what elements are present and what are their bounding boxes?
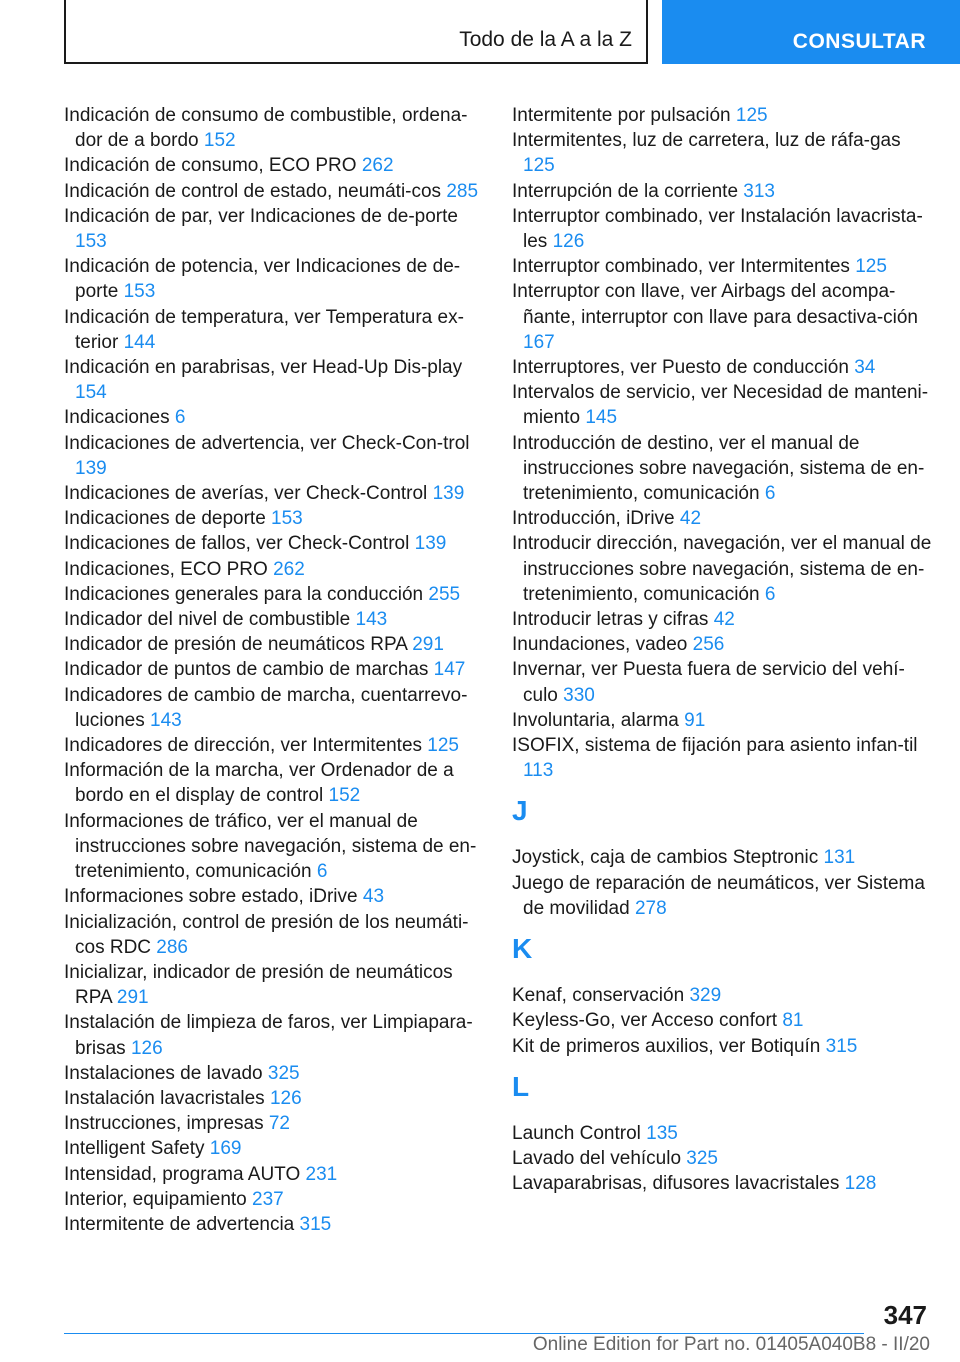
page-link[interactable]: 131 [823,847,856,869]
index-entry [64,506,484,531]
index-entry [512,632,932,657]
entry-text: Indicación de par, ver Indicaciones de de‐porte [64,205,458,227]
entry-text: Introducir letras y cifras [512,609,709,631]
page-link[interactable]: 6 [174,407,186,429]
index-entry [512,531,932,607]
page-link[interactable]: 315 [825,1035,858,1057]
entry-text: Kit de primeros auxilios, ver Botiquín [512,1035,821,1057]
entry-text: Intervalos de servicio, ver Necesidad de manteni‐miento [512,382,929,429]
entry-text: Indicación de consumo, ECO PRO [64,155,357,177]
index-entry [512,279,932,355]
page-link[interactable]: 139 [432,483,465,505]
page-link[interactable]: 139 [75,457,107,479]
index-entry [64,884,484,909]
page-link[interactable]: 286 [156,936,188,958]
index-entry [512,380,932,430]
index-entry [64,657,484,682]
entry-text: Inicializar, indicador de presión de neumáticos RPA [64,961,453,1009]
index-entry [512,506,932,531]
entry-text: Indicaciones de fallos, ver Check-Control [64,533,410,555]
page-link[interactable]: 125 [855,256,887,278]
index-entry [512,1034,932,1059]
page-link[interactable]: 231 [305,1163,338,1185]
entry-text: Indicación de control de estado, neumáti‐cos [64,180,442,202]
index-entry [64,809,484,885]
entry-text: Joystick, caja de cambios Steptronic [512,847,819,869]
entry-text: Indicador del nivel de combustible [64,609,351,631]
entry-text: Introducción de destino, ver el manual de instrucciones sobre navegación, sistema de en‐tretenimiento, comunicación [512,432,925,505]
entry-text: ISOFIX, sistema de fijación para asiento infan‐til [512,735,918,757]
page-link[interactable]: 139 [414,533,447,555]
entry-text: Intermitentes, luz de carretera, luz de ráfa‐gas [512,130,901,152]
entry-text: Inundaciones, vadeo [512,634,688,656]
page-link[interactable]: 169 [209,1138,242,1160]
entry-text: Introducción, iDrive [512,508,675,530]
page-link[interactable]: 42 [713,609,735,631]
index-column-right [512,103,932,1196]
index-entry [512,657,932,707]
index-column-left [64,103,484,1237]
index-entry [64,355,484,405]
index-entry [64,1086,484,1111]
page-link[interactable]: 291 [116,987,149,1009]
page-link[interactable]: 144 [123,331,156,353]
page-link[interactable]: 6 [316,861,328,883]
index-entry [512,607,932,632]
page-link[interactable]: 285 [446,180,479,202]
entry-text: Indicaciones generales para la conducción [64,583,424,605]
index-entry [64,1162,484,1187]
page-link[interactable]: 147 [433,659,466,681]
index-entry [512,983,932,1008]
page-link[interactable]: 143 [150,709,182,731]
page-link[interactable]: 313 [743,180,775,202]
index-entry [512,254,932,279]
entry-text: Instrucciones, impresas [64,1113,264,1135]
entry-text: Indicación de temperatura, ver Temperatura ex‐terior [64,306,464,353]
entry-text: Interruptor combinado, ver Instalación lavacrista‐les [512,205,923,253]
page-link[interactable]: 91 [684,709,706,731]
entry-text: Instalaciones de lavado [64,1062,263,1084]
page-link[interactable]: 291 [412,634,444,656]
entry-text: Indicaciones de deporte [64,508,266,530]
index-entry [512,204,932,254]
entry-text: Interruptores, ver Puesto de conducción [512,357,849,379]
index-entry [64,531,484,556]
page-link[interactable]: 143 [355,609,388,631]
page-link[interactable]: 125 [523,155,555,177]
entry-text: Información de la marcha, ver Ordenador de a bordo en el display de control [64,760,454,807]
entry-text: Informaciones de tráfico, ver el manual de instrucciones sobre navegación, sistema de en‐tretenimiento, comunicación [64,810,477,883]
page-link[interactable]: 152 [328,785,361,807]
consult-tab-label: CONSULTAR [792,30,926,53]
page-link[interactable]: 42 [679,508,702,530]
index-entry [64,204,484,254]
page-link[interactable]: 6 [764,583,776,605]
page-link[interactable]: 128 [844,1173,877,1195]
entry-text: Indicador de presión de neumáticos RPA [64,634,407,656]
index-entry [64,1111,484,1136]
index-group-j [512,845,932,921]
index-letter-l: L [512,1070,530,1102]
page-link[interactable]: 125 [427,735,459,757]
page-link[interactable]: 153 [271,508,303,530]
index-entry [64,910,484,960]
index-entry [512,1121,932,1146]
page-link[interactable]: 135 [646,1122,678,1144]
entry-text: Indicaciones [64,407,170,429]
index-entry [512,733,932,783]
index-letter-k: K [512,933,533,965]
index-entry [64,632,484,657]
entry-text: Kenaf, conservación [512,985,685,1007]
index-entry [64,733,484,758]
index-entry [64,960,484,1010]
edition-note: Online Edition for Part no. 01405A040B8 - II/20 [532,1334,930,1355]
page-link[interactable]: 126 [269,1087,302,1109]
entry-text: Informaciones sobre estado, iDrive [64,886,358,908]
entry-text: Indicaciones de averías, ver Check-Control [64,483,428,505]
index-entry [64,683,484,733]
entry-text: Launch Control [512,1122,641,1144]
page-link[interactable]: 126 [552,231,585,253]
entry-text: Invernar, ver Puesta fuera de servicio del vehí‐culo [512,659,905,706]
index-entry [512,355,932,380]
index-entry [64,1187,484,1212]
page-link[interactable]: 262 [361,155,394,177]
page-link[interactable]: 126 [130,1037,163,1059]
index-letter-j: J [512,795,528,827]
index-entry [64,1010,484,1060]
entry-text: Intermitente por pulsación [512,105,731,126]
entry-text: Indicación en parabrisas, ver Head-Up Dis‐play [64,357,463,379]
entry-text: Indicadores de dirección, ver Intermitentes [64,735,423,757]
entry-text: Introducir dirección, navegación, ver el manual de instrucciones sobre navegación, sistema de en‐tretenimiento, comunicación [512,533,932,605]
index-entry [64,758,484,808]
entry-text: Interruptor con llave, ver Airbags del acompa‐ñante, interruptor con llave para desactiva‐ción [512,281,919,328]
page-link[interactable]: 81 [782,1010,804,1032]
section-header [64,0,648,64]
entry-text: Inicialización, control de presión de los neumáti‐cos RDC [64,911,469,958]
page-link[interactable]: 34 [854,357,876,379]
entry-text: Indicadores de cambio de marcha, cuentarrevo‐luciones [64,684,468,731]
entry-text: Interruptor combinado, ver Intermitentes [512,256,850,278]
index-entry [64,405,484,430]
index-entry [64,305,484,355]
entry-text: Intensidad, programa AUTO [64,1163,301,1185]
index-entry [64,1136,484,1161]
page-link[interactable]: 255 [428,583,461,605]
page-link[interactable]: 329 [689,985,722,1007]
page-link[interactable]: 125 [735,105,768,126]
page-link[interactable]: 154 [75,382,107,404]
entry-text: Indicaciones de advertencia, ver Check-Con‐trol [64,432,470,454]
index-group-i [512,103,932,783]
index-entry [512,179,932,204]
index-group-l [512,1121,932,1197]
index-entry [512,708,932,733]
entry-text: Interior, equipamiento [64,1188,247,1210]
index-entry [64,557,484,582]
index-group-k [512,983,932,1059]
page-link[interactable]: 237 [252,1188,284,1210]
page-link[interactable]: 325 [686,1147,718,1169]
entry-text: Indicación de consumo de combustible, ordena‐dor de a bordo [64,105,468,152]
index-entry [512,1146,932,1171]
index-entry [64,431,484,481]
entry-text: Indicaciones, ECO PRO [64,558,268,580]
index-entry [512,1171,932,1196]
index-entry [64,153,484,178]
entry-text: Lavaparabrisas, difusores lavacristales [512,1173,840,1195]
index-entry [64,179,484,204]
page-link[interactable]: 152 [203,130,236,152]
page-link[interactable]: 278 [634,897,667,919]
page-link[interactable]: 43 [362,886,385,908]
entry-text: Lavado del vehículo [512,1147,682,1169]
index-entry [64,254,484,304]
entry-text: Indicador de puntos de cambio de marchas [64,659,429,681]
page-link[interactable]: 315 [299,1213,332,1235]
index-entry [512,1008,932,1033]
index-entry [512,128,932,178]
entry-text: Intermitente de advertencia [64,1213,295,1235]
index-entry [512,103,932,128]
entry-text: Keyless-Go, ver Acceso confort [512,1010,778,1032]
page-link[interactable]: 153 [75,231,107,253]
page-link[interactable]: 153 [123,281,156,303]
entry-text: Juego de reparación de neumáticos, ver Sistema de movilidad [512,872,925,919]
page-link[interactable]: 145 [585,407,618,429]
index-entry [64,1212,484,1237]
section-title: Todo de la A a la Z [459,28,632,51]
index-entry [64,582,484,607]
page-link[interactable]: 256 [692,634,725,656]
page-link[interactable]: 325 [267,1062,300,1084]
entry-text: Instalación lavacristales [64,1087,265,1109]
entry-text: Indicación de potencia, ver Indicaciones de de‐porte [64,256,461,303]
entry-text: Interrupción de la corriente [512,180,739,202]
page-number: 347 [883,1300,927,1330]
index-entry [64,607,484,632]
index-entry [512,845,932,870]
page-link[interactable]: 6 [764,483,776,505]
page-link[interactable]: 113 [523,760,554,782]
page-link[interactable]: 262 [273,558,305,580]
page-link[interactable]: 72 [268,1113,290,1135]
entry-text: Instalación de limpieza de faros, ver Limpiapara‐brisas [64,1012,473,1059]
page-link[interactable]: 167 [523,331,555,353]
index-entry [64,1061,484,1086]
index-entry [64,481,484,506]
index-entry [64,103,484,153]
index-entry [512,431,932,507]
page-link[interactable]: 330 [563,684,595,706]
entry-text: Involuntaria, alarma [512,709,679,731]
index-entry [512,871,932,921]
consult-tab[interactable] [662,0,960,64]
entry-text: Intelligent Safety [64,1138,205,1160]
